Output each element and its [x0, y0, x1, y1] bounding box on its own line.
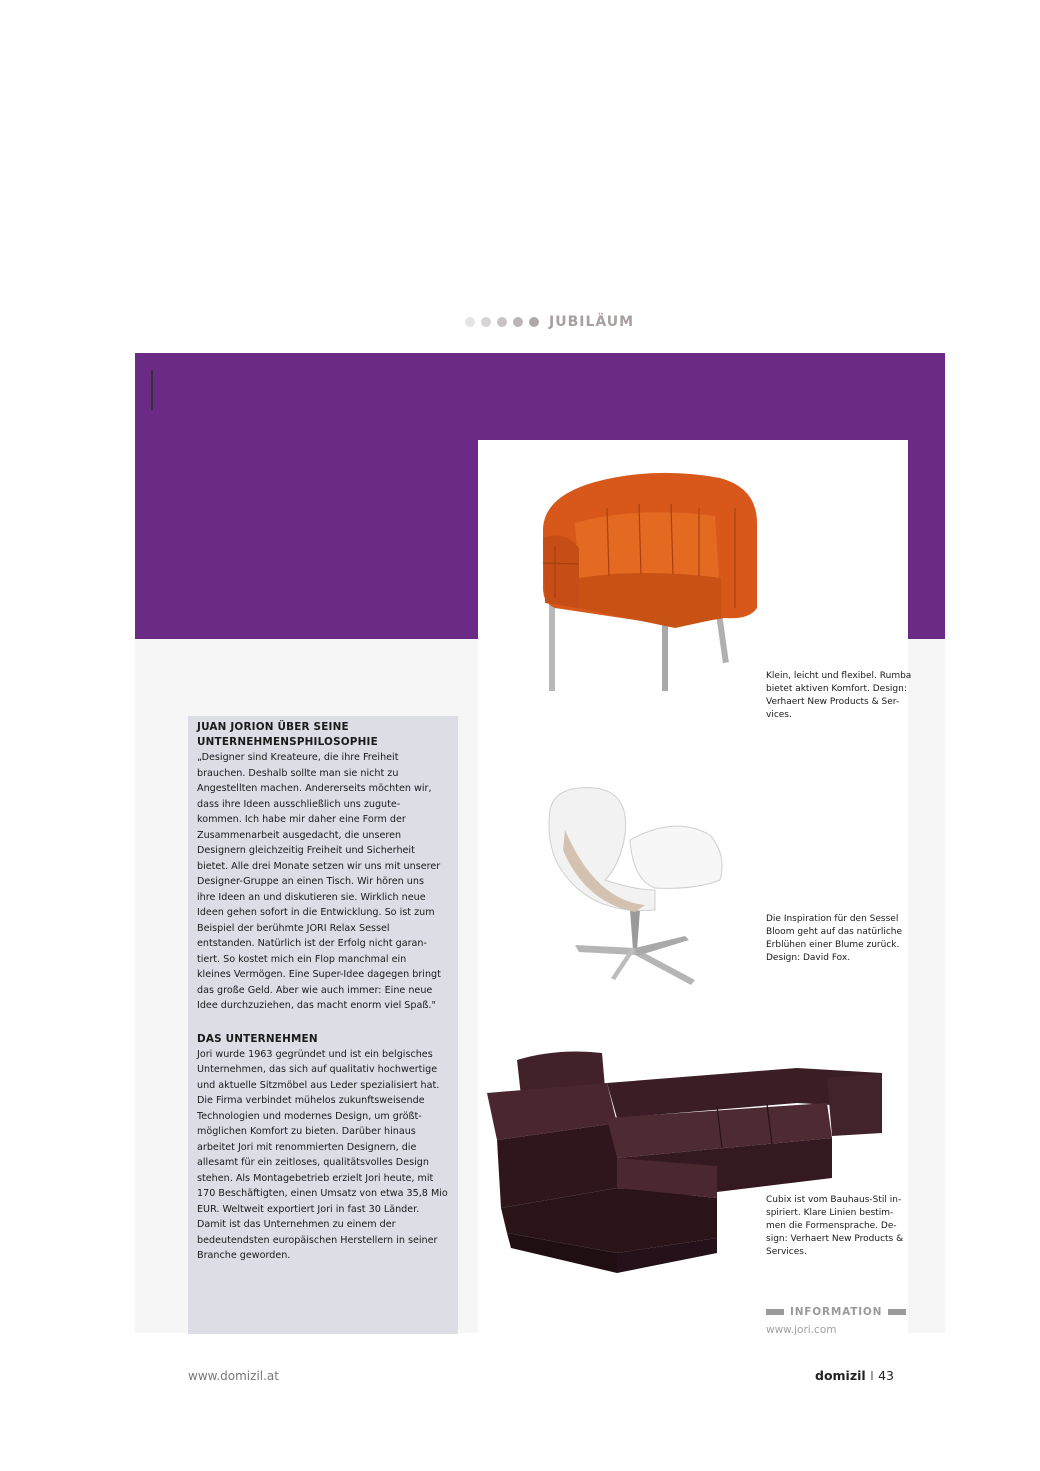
bar-icon — [888, 1309, 906, 1315]
dot-icon — [497, 317, 507, 327]
footer-page-info — [815, 1368, 894, 1383]
scan-mark — [151, 370, 153, 410]
dot-icon — [481, 317, 491, 327]
chair-leg — [662, 618, 668, 691]
chair-inner — [575, 512, 719, 580]
dot-icon — [465, 317, 475, 327]
dot-icon — [513, 317, 523, 327]
caption-cubix: Cubix ist vom Bauhaus-Stil in- spiriert. Klare Linien bestim- men die Formensprache. De- sign: Verhaert New Products & Services. — [766, 1195, 904, 1257]
company-paragraph: Jori wurde 1963 gegründet und ist ein belgisches Unternehmen, das sich auf qualitativ hochwertige und aktuelle Sitzmöbel aus Leder spezialisiert hat. Die Firma verbindet mühelos zukunftsweisende Technologien und modernes Design, um größt- möglichen Komfort zu bieten. Darüber hinaus arbeitet Jori mit renommierten Designern, die allesamt für ein zeitloses, qualitätsvolles Design stehen. Als Montagebetrieb erzielt Jori heute, mit 170 Beschäftigten, einen Umsatz von etwa 35,8 Mio EUR. Weltweit exportiert Jori in fast 30 Länder. Damit ist das Unternehmen zu einem der bedeutendsten europäischen Herstellern in seiner Branche geworden. — [197, 1048, 448, 1261]
chair-arm — [543, 536, 579, 608]
heading-company: DAS UNTERNEHMEN — [197, 1032, 318, 1045]
info-label: INFORMATION — [790, 1306, 883, 1318]
footer-website-link[interactable]: www.domizil.at — [188, 1369, 279, 1383]
footer-brand: domizil — [815, 1368, 866, 1383]
footer-separator: I — [870, 1368, 874, 1383]
page-number: 43 — [878, 1368, 895, 1383]
rumba-chair-image — [535, 468, 770, 696]
chair-leg — [549, 603, 555, 691]
heading-philosophy: JUAN JORION ÜBER SEINE UNTERNEHMENSPHILOSOPHIE — [197, 721, 378, 748]
bar-icon — [766, 1309, 784, 1315]
info-heading — [766, 1306, 906, 1318]
caption-bloom: Die Inspiration für den Sessel Bloom geht auf das natürliche Erblühen einer Blume zurück. Design: David Fox. — [766, 914, 903, 963]
dot-icon — [529, 317, 539, 327]
sidebar-text — [197, 720, 459, 1264]
chair-base — [575, 945, 695, 985]
caption-rumba: Klein, leicht und flexibel. Rumba bietet aktiven Komfort. Design: Verhaert New Products & Ser- vices. — [766, 671, 912, 720]
sofa-arm-right — [827, 1073, 882, 1136]
bloom-chair-image — [535, 780, 735, 995]
quote-paragraph: „Designer sind Kreateure, die ihre Freiheit brauchen. Deshalb sollte man sie nicht zu Angestellten machen. Andererseits möchten wir, dass ihre Ideen ausschließlich uns zugute- kommen. Ich habe mir daher eine Form der Zusammenarbeit ausgedacht, die unseren Designern gleichzeitig Freiheit und Sicherheit bietet. Alle drei Monate setzen wir uns mit unserer Designer-Gruppe an einen Tisch. Wir hören uns ihre Ideen an und diskutieren sie. Wirklich neue Ideen gehen sofort in die Entwicklung. So ist zum Beispiel der berühmte JORI Relax Sessel entstanden. Natürlich ist der Erfolg nicht garan- tiert. So kostet mich ein Flop manchmal ein kleines Vermögen. Eine Super-Idee dagegen bringt das große Geld. Aber wie auch immer: Eine neue Idee durchzuziehen, das macht enorm viel Spaß." — [197, 752, 441, 1011]
section-header — [465, 314, 634, 330]
chair-seat — [579, 573, 721, 628]
section-label: JUBILÄUM — [549, 314, 635, 330]
info-url-link[interactable]: www.jori.com — [766, 1324, 837, 1336]
chair-seat — [630, 826, 722, 888]
